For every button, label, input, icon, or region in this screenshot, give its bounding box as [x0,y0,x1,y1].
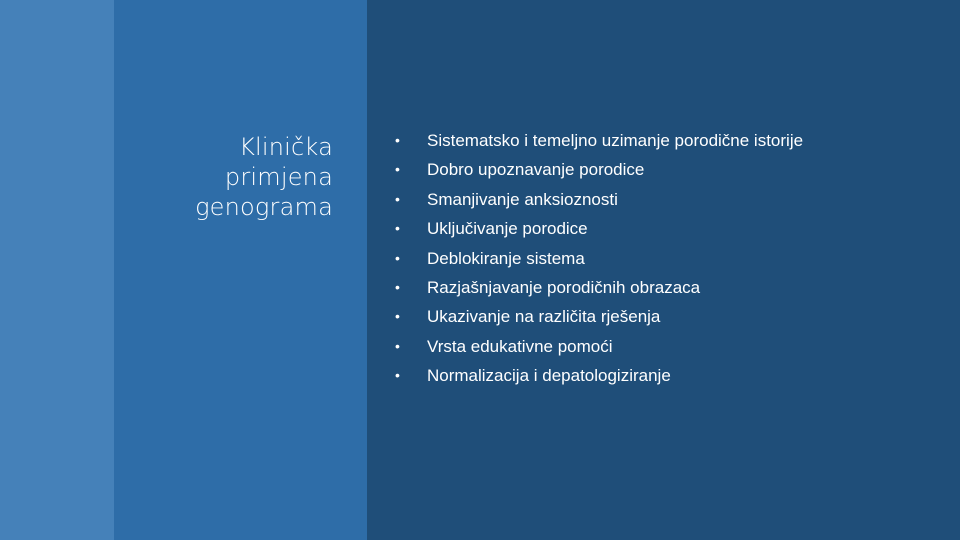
list-item [395,361,935,390]
bullet-icon: • [395,278,400,295]
bullet-icon: • [395,132,400,148]
list-item [395,185,935,214]
list-item-text: Vrsta edukativne pomoći [427,336,613,356]
bullet-icon: • [395,190,400,207]
title-line: genograma [195,193,333,221]
title-line: Klinička [239,133,333,161]
list-item [395,273,935,302]
list-item [395,244,935,273]
bullet-icon: • [395,161,400,178]
list-item-text: Deblokiranje sistema [427,248,585,268]
bullet-icon: • [395,367,400,384]
list-item-text: Smanjivanje anksioznosti [427,189,618,209]
list-item [395,155,935,184]
bullet-icon: • [395,220,400,237]
left-color-band [0,0,114,540]
list-item-text: Razjašnjavanje porodičnih obrazaca [427,277,701,297]
list-item [395,332,935,361]
bullet-list [395,126,935,391]
title-line: primjena [224,163,333,191]
list-item-text: Sistematsko i temeljno uzimanje porodične istorije [427,131,804,150]
list-item-text: Ukazivanje na različita rješenja [427,307,661,327]
list-item-text: Dobro upoznavanje porodice [427,160,645,180]
title-panel [114,0,367,540]
list-item [395,302,935,331]
bullet-icon: • [395,249,400,266]
list-item-text: Uključivanje porodice [427,219,588,239]
bullet-icon: • [395,337,400,354]
bullet-icon: • [395,308,400,325]
list-item [395,126,935,155]
list-item [395,214,935,243]
slide-title [113,132,333,222]
list-item-text: Normalizacija i depatologiziranje [427,366,671,386]
